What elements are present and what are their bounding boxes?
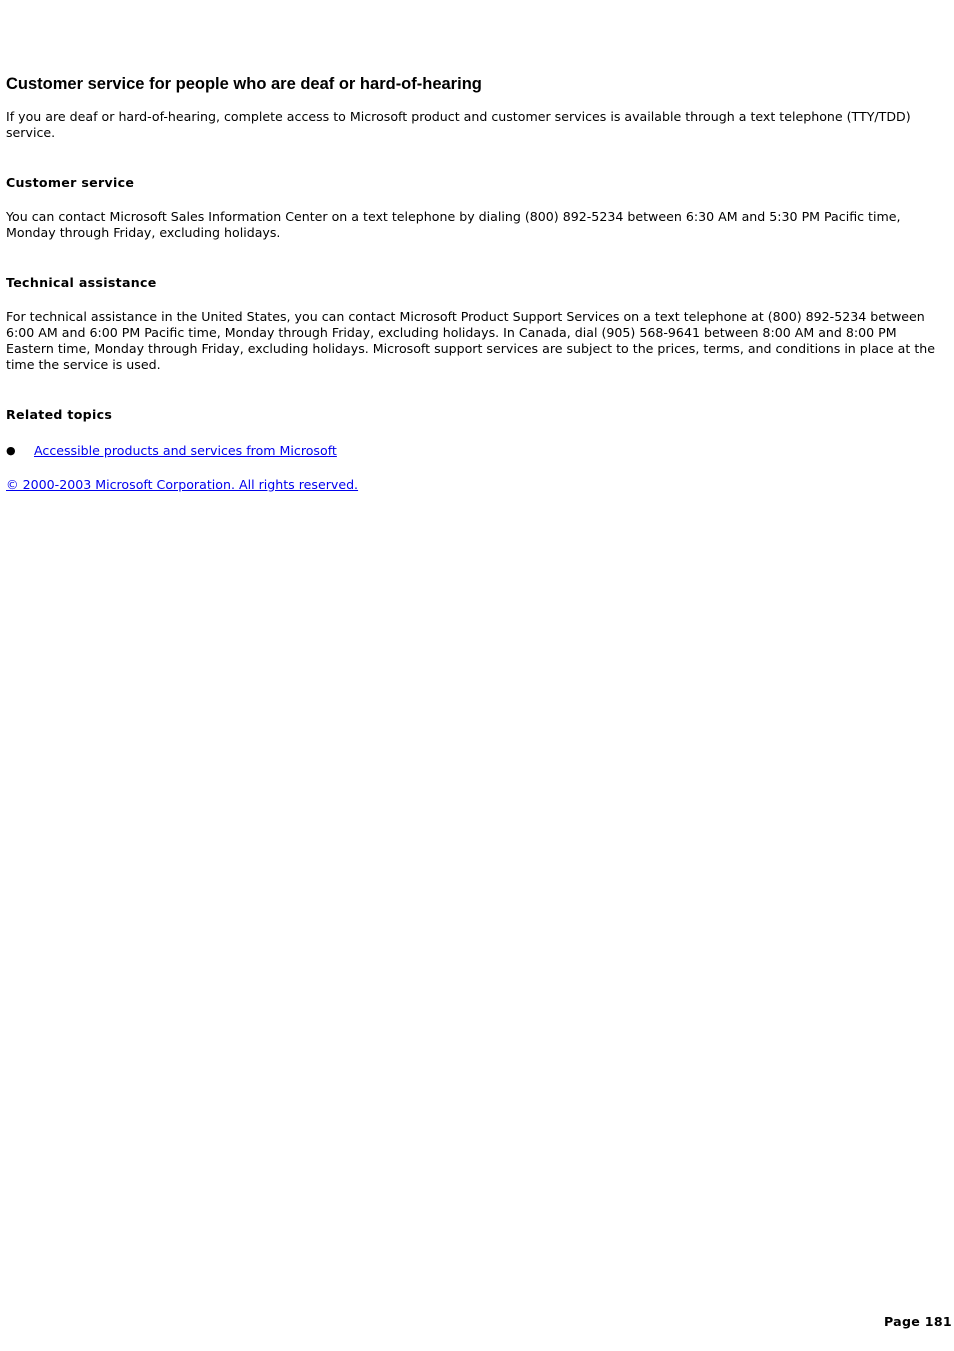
related-topics-list bbox=[6, 443, 948, 459]
list-item bbox=[6, 443, 948, 459]
related-topics-heading: Related topics bbox=[6, 407, 113, 422]
section-body-customer-service: You can contact Microsoft Sales Information Center on a text telephone by dialing (800) 892-5234 between 6:30 AM and 5:30 PM Pacific time, Monday through Friday, excluding holidays. bbox=[6, 209, 901, 240]
intro-paragraph: If you are deaf or hard-of-hearing, complete access to Microsoft product and customer services is available through a text telephone (TTY/TDD) service. bbox=[6, 109, 911, 140]
related-link-accessible-products[interactable]: Accessible products and services from Microsoft bbox=[34, 443, 337, 458]
page-number: Page 181 bbox=[883, 1314, 952, 1329]
section-heading-technical-assistance: Technical assistance bbox=[6, 275, 157, 290]
section-heading-customer-service: Customer service bbox=[6, 175, 135, 190]
bullet-icon: ● bbox=[6, 444, 16, 457]
document-page bbox=[6, 74, 948, 493]
copyright-link[interactable]: © 2000-2003 Microsoft Corporation. All rights reserved. bbox=[6, 477, 359, 492]
section-body-technical-assistance: For technical assistance in the United States, you can contact Microsoft Product Support Services on a text telephone at (800) 892-5234 between 6:00 AM and 6:00 PM Pacific time, Monday through Friday, excluding holidays. In Canada, dial (905) 568-9641 between 8:00 AM and 8:00 PM Eastern time, Monday through Friday, excluding holidays. Microsoft support services are subject to the prices, terms, and conditions in place at the time the service is used. bbox=[6, 309, 936, 372]
page-title: Customer service for people who are deaf or hard-of-hearing bbox=[6, 75, 482, 93]
